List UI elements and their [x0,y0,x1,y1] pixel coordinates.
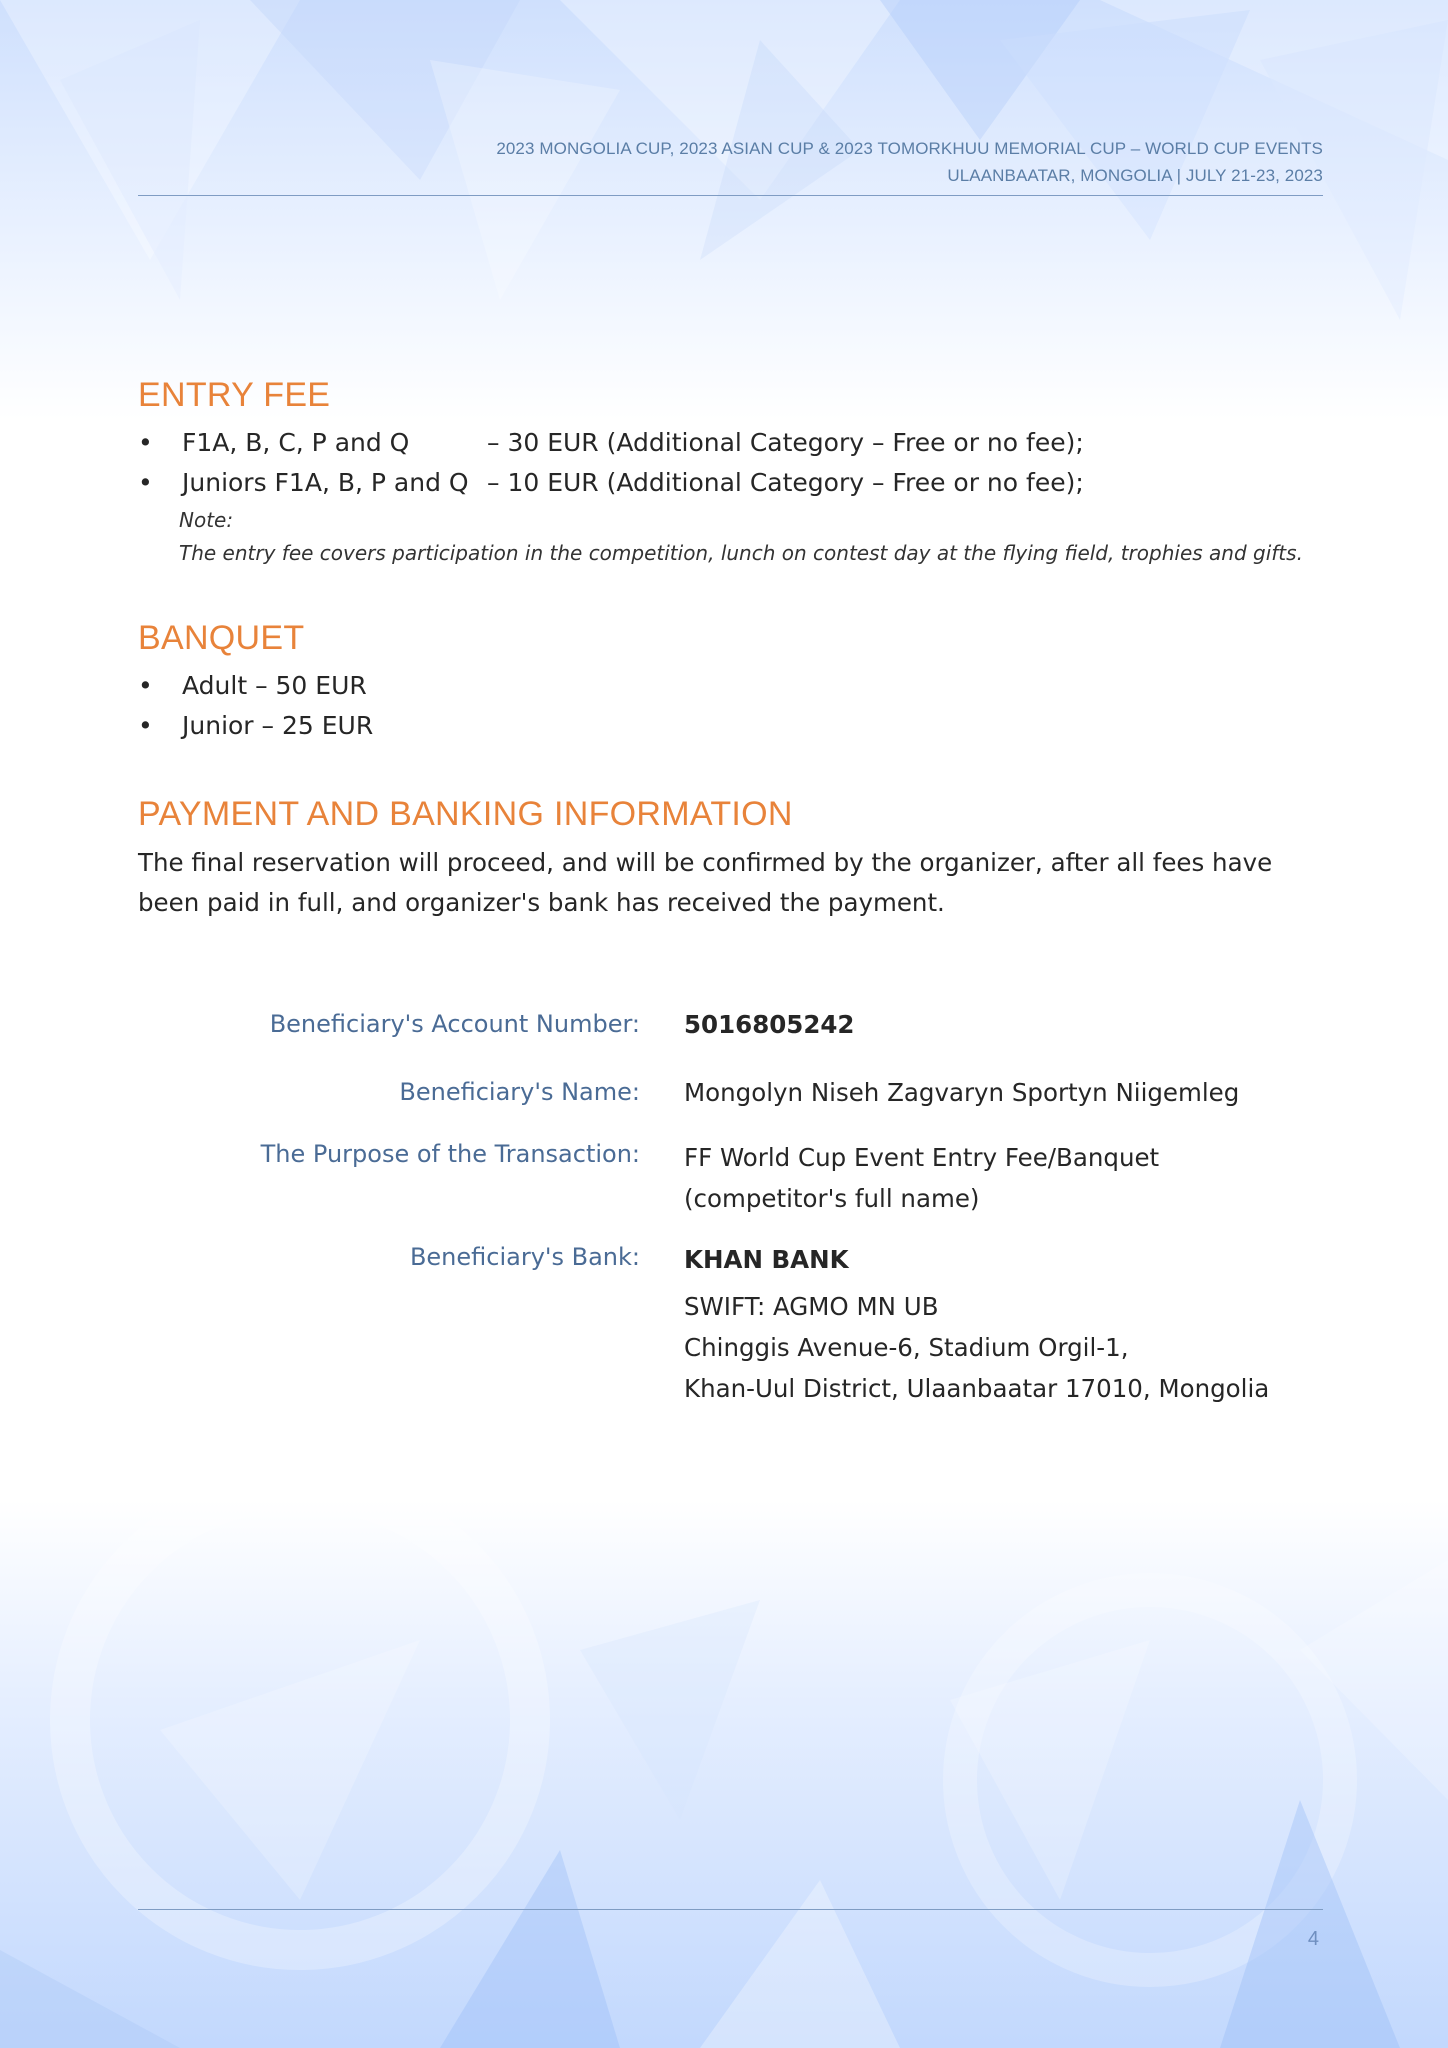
transaction-purpose-value: (competitor's full name) [684,1184,980,1213]
bank-name-value: KHAN BANK [684,1245,849,1274]
bank-address-line: Chinggis Avenue-6, Stadium Orgil-1, [684,1333,1129,1362]
account-number-value: 5016805242 [684,1010,855,1039]
bullet-icon: • [138,428,153,457]
transaction-purpose-value: FF World Cup Event Entry Fee/Banquet [684,1143,1160,1172]
header-divider [138,195,1323,196]
banquet-price: Junior – 25 EUR [182,711,374,740]
bullet-icon: • [138,468,153,497]
beneficiary-name-label: Beneficiary's Name: [399,1078,640,1106]
payment-title: PAYMENT AND BANKING INFORMATION [138,795,793,833]
entry-fee-category: F1A, B, C, P and Q [182,428,410,457]
entry-fee-category: Juniors F1A, B, P and Q [182,468,469,497]
payment-paragraph: The final reservation will proceed, and will be confirmed by the organizer, after all fees have been paid in full, and organizer's bank has received the payment. [138,848,1273,917]
banquet-title: BANQUET [138,619,305,657]
beneficiary-bank-label: Beneficiary's Bank: [409,1243,640,1271]
header-location-date: ULAANBAATAR, MONGOLIA | JULY 21-23, 2023 [947,166,1323,185]
bank-address-line: Khan-Uul District, Ulaanbaatar 17010, Mongolia [684,1374,1270,1403]
entry-fee-note-text: The entry fee covers participation in the competition, lunch on contest day at the flying field, trophies and gifts. [179,541,1303,565]
entry-fee-title: ENTRY FEE [138,376,331,414]
account-number-label: Beneficiary's Account Number: [269,1010,640,1038]
bullet-icon: • [138,711,153,740]
entry-fee-amount: – 10 EUR (Additional Category – Free or no fee); [487,468,1084,497]
header-event-title: 2023 MONGOLIA CUP, 2023 ASIAN CUP & 2023 TOMORKHUU MEMORIAL CUP – WORLD CUP EVENTS [496,139,1323,158]
transaction-purpose-label: The Purpose of the Transaction: [260,1140,640,1168]
bullet-icon: • [138,671,153,700]
entry-fee-amount: – 30 EUR (Additional Category – Free or no fee); [487,428,1084,457]
footer-divider [138,1909,1323,1910]
page-number: 4 [1307,1928,1319,1950]
beneficiary-name-value: Mongolyn Niseh Zagvaryn Sportyn Niigemleg [684,1078,1240,1107]
entry-fee-note-label: Note: [179,508,234,532]
bank-swift-value: SWIFT: AGMO MN UB [684,1292,939,1321]
banquet-price: Adult – 50 EUR [182,671,367,700]
